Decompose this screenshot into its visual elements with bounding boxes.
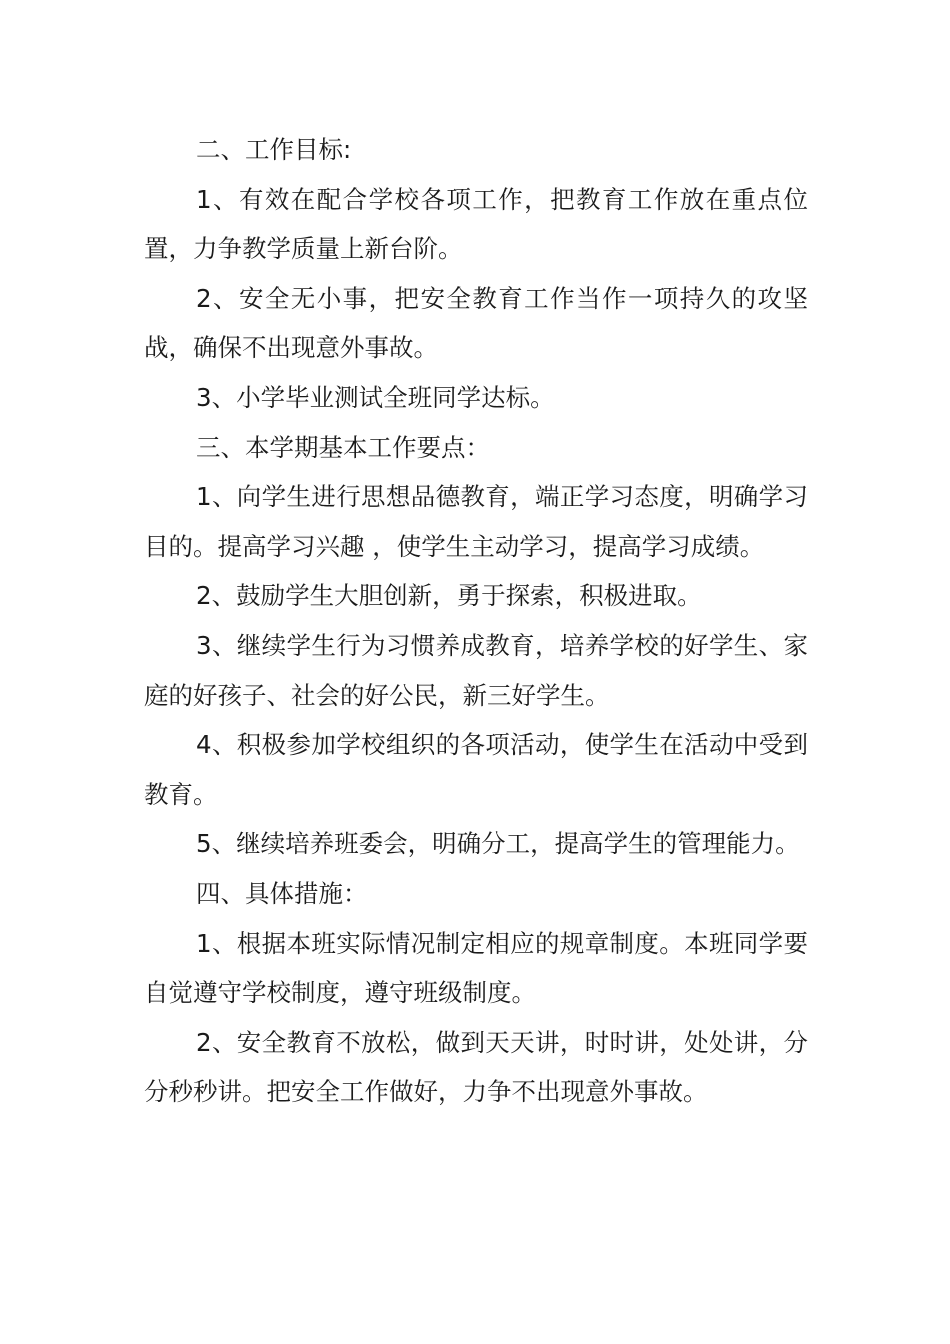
goal-item-3: 3、小学毕业测试全班同学达标。 [196, 382, 555, 412]
document-body [144, 125, 808, 1117]
key-point-item-2: 2、鼓励学生大胆创新，勇于探索，积极进取。 [196, 581, 702, 611]
key-point-item-1: 1、向学生进行思想品德教育，端正学习态度，明确学习目的。提高学习兴趣 ，使学生主动学习，提高学习成绩。 [144, 482, 808, 561]
measure-item-1: 1、根据本班实际情况制定相应的规章制度。本班同学要自觉遵守学校制度，遵守班级制度。 [144, 928, 808, 1008]
section-heading-goals: 二、工作目标: [196, 135, 352, 164]
goal-item-1: 1、有效在配合学校各项工作，把教育工作放在重点位置，力争教学质量上新台阶。 [144, 184, 808, 264]
key-point-item-4: 4、积极参加学校组织的各项活动，使学生在活动中受到教育。 [144, 730, 808, 809]
goal-item-2: 2、安全无小事，把安全教育工作当作一项持久的攻坚战，确保不出现意外事故。 [144, 283, 808, 363]
measure-item-2: 2、安全教育不放松，做到天天讲，时时讲，处处讲，分分秒秒讲。把安全工作做好，力争不出现意外事故。 [144, 1027, 808, 1107]
key-point-item-5: 5、继续培养班委会，明确分工，提高学生的管理能力。 [196, 829, 800, 859]
section-heading-measures: 四、具体措施： [196, 878, 368, 908]
key-point-item-3: 3、继续学生行为习惯养成教育，培养学校的好学生、家庭的好孩子、社会的好公民，新三好学生。 [144, 630, 808, 710]
section-heading-key-points: 三、本学期基本工作要点： [196, 432, 490, 462]
